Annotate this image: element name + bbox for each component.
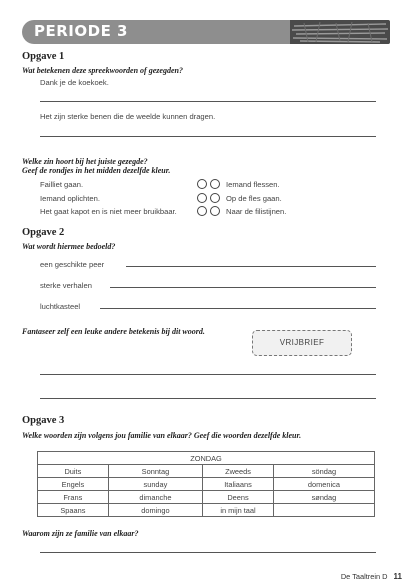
own-language-input-cell[interactable] bbox=[273, 504, 374, 517]
language-cell: in mijn taal bbox=[203, 504, 274, 517]
word-cell[interactable]: sunday bbox=[108, 478, 202, 491]
language-cell: Frans bbox=[38, 491, 109, 504]
language-cell: Spaans bbox=[38, 504, 109, 517]
answer-line[interactable] bbox=[40, 552, 376, 553]
chalk-scribble-decoration bbox=[290, 20, 390, 44]
page-title: PERIODE 3 bbox=[34, 22, 128, 40]
answer-line[interactable] bbox=[126, 266, 376, 267]
table-row bbox=[38, 491, 375, 504]
table-row bbox=[38, 465, 375, 478]
match-right-2: Op de fles gaan. bbox=[226, 194, 282, 203]
saying-2: Het zijn sterke benen die de weelde kunnen dragen. bbox=[40, 112, 216, 121]
answer-line[interactable] bbox=[40, 136, 376, 137]
word-cell[interactable]: Sonntag bbox=[108, 465, 202, 478]
language-cell: Engels bbox=[38, 478, 109, 491]
expression-2: sterke verhalen bbox=[40, 281, 92, 290]
page-number: 11 bbox=[393, 572, 402, 581]
language-cell: Deens bbox=[203, 491, 274, 504]
word-cell[interactable]: søndag bbox=[273, 491, 374, 504]
word-cell[interactable]: dimanche bbox=[108, 491, 202, 504]
expression-1: een geschikte peer bbox=[40, 260, 105, 269]
language-cell: Zweeds bbox=[203, 465, 274, 478]
opgave1-title: Opgave 1 bbox=[22, 51, 65, 62]
table-header: ZONDAG bbox=[38, 452, 375, 465]
match-left-1: Failliet gaan. bbox=[40, 180, 84, 189]
page-footer bbox=[341, 572, 402, 581]
match-circle-left[interactable] bbox=[197, 179, 207, 189]
match-circle-left[interactable] bbox=[197, 193, 207, 203]
table-row bbox=[38, 478, 375, 491]
answer-line[interactable] bbox=[40, 398, 376, 399]
table-row bbox=[38, 504, 375, 517]
opgave2-title: Opgave 2 bbox=[22, 227, 65, 238]
period-banner bbox=[22, 20, 390, 44]
vrijbrief-stamp: VRIJBRIEF bbox=[252, 330, 352, 356]
sunday-translation-table bbox=[37, 451, 375, 517]
match-circle-right[interactable] bbox=[210, 206, 220, 216]
match-question-2: Geef de rondjes in het midden dezelfde kleur. bbox=[22, 166, 171, 175]
language-cell: Italiaans bbox=[203, 478, 274, 491]
expression-3: luchtkasteel bbox=[40, 302, 81, 311]
answer-line[interactable] bbox=[40, 101, 376, 102]
match-circle-right[interactable] bbox=[210, 193, 220, 203]
match-question-1: Welke zin hoort bij het juiste gezegde? bbox=[22, 157, 148, 166]
answer-line[interactable] bbox=[110, 287, 376, 288]
match-left-2: Iemand oplichten. bbox=[40, 194, 100, 203]
opgave2-instruction: Fantaseer zelf een leuke andere betekenis bij dit woord. bbox=[22, 327, 205, 336]
match-circle-right[interactable] bbox=[210, 179, 220, 189]
answer-line[interactable] bbox=[100, 308, 376, 309]
language-cell: Duits bbox=[38, 465, 109, 478]
word-cell[interactable]: söndag bbox=[273, 465, 374, 478]
opgave3-title: Opgave 3 bbox=[22, 415, 65, 426]
opgave3-question: Welke woorden zijn volgens jou familie van elkaar? Geef die woorden dezelfde kleur. bbox=[22, 431, 302, 440]
opgave3-followup: Waarom zijn ze familie van elkaar? bbox=[22, 529, 139, 538]
saying-1: Dank je de koekoek. bbox=[40, 78, 109, 87]
book-title: De Taaltrein D bbox=[340, 572, 388, 581]
match-right-1: Iemand flessen. bbox=[226, 180, 280, 189]
table-header-row bbox=[38, 452, 375, 465]
match-right-3: Naar de filistijnen. bbox=[226, 207, 287, 216]
word-cell[interactable]: domenica bbox=[273, 478, 374, 491]
match-left-3: Het gaat kapot en is niet meer bruikbaar. bbox=[40, 207, 177, 216]
word-cell[interactable]: domingo bbox=[108, 504, 202, 517]
opgave2-question: Wat wordt hiermee bedoeld? bbox=[22, 242, 116, 251]
match-circle-left[interactable] bbox=[197, 206, 207, 216]
answer-line[interactable] bbox=[40, 374, 376, 375]
opgave1-question: Wat betekenen deze spreekwoorden of gezegden? bbox=[22, 66, 183, 75]
